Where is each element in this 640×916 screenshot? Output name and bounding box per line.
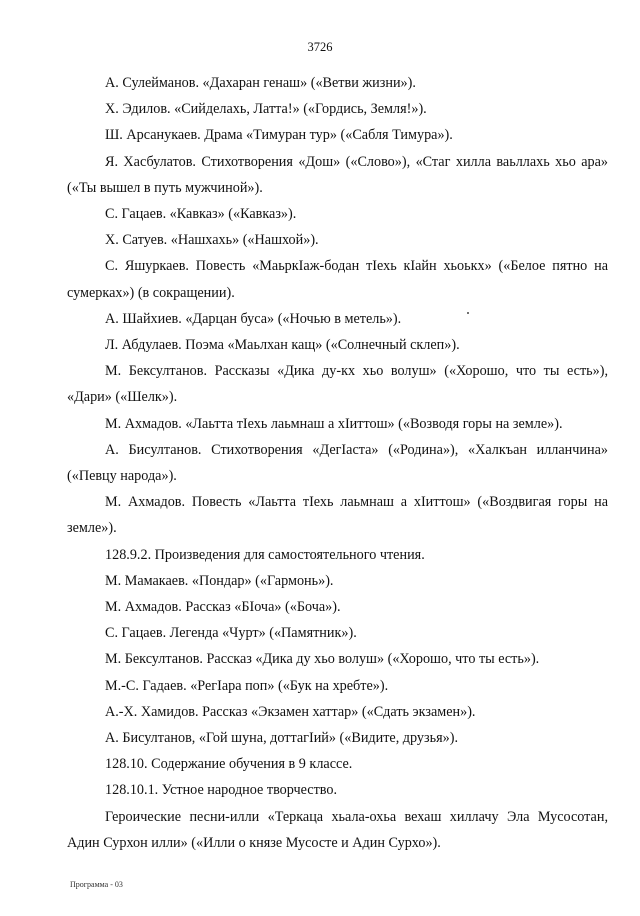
paragraph: Х. Эдилов. «Сийделахь, Латта!» («Гордись, Земля!»).	[105, 101, 427, 118]
paragraph: Л. Абдулаев. Поэма «Маьлхан кащ» («Солнечный склеп»).	[105, 337, 460, 354]
paragraph: С. Гацаев. «Кавказ» («Кавказ»).	[105, 206, 297, 223]
paragraph: М. Бексултанов. Рассказ «Дика ду хьо волуш» («Хорошо, что ты есть»).	[105, 651, 540, 668]
paragraph: М. Ахмадов. «Лаьтта тIехь лаьмнаш а хIиттош» («Возводя горы на земле»).	[105, 415, 563, 432]
paragraph: М. Ахмадов. Рассказ «БIоча» («Боча»).	[105, 599, 341, 616]
page-footer: Программа - 03	[70, 880, 123, 889]
paragraph: А.-Х. Хамидов. Рассказ «Экзамен хаттар» («Сдать экзамен»).	[105, 703, 476, 720]
page-number: 3726	[307, 40, 333, 54]
paragraph: М. Мамакаев. «Пондар» («Гармонь»).	[105, 572, 334, 589]
paragraph: С. Яшуркаев. Повесть «МаьркIаж-бодан тIехь кIайн хьоькх» («Белое пятно на сумерках») (в сокращении).	[67, 258, 608, 301]
paragraph: С. Гацаев. Легенда «Чурт» («Памятник»).	[105, 625, 357, 642]
section-heading: 128.10. Содержание обучения в 9 классе.	[105, 756, 353, 773]
paragraph: Ш. Арсанукаев. Драма «Тимуран тур» («Сабля Тимура»).	[105, 127, 453, 144]
document-body	[67, 70, 608, 856]
paragraph: Х. Сатуев. «Нашхахь» («Нашхой»).	[105, 232, 319, 249]
section-heading: 128.9.2. Произведения для самостоятельного чтения.	[105, 546, 425, 563]
paragraph: А. Бисултанов. Стихотворения «ДегIаста» («Родина»), «Халкъан илланчина» («Певцу народа»).	[67, 441, 608, 485]
paragraph: Я. Хасбулатов. Стихотворения «Дош» («Слово»), «Стаг хилла ваьллахь хьо ара» («Ты вышел в путь мужчиной»).	[67, 153, 608, 196]
paragraph: А. Шайхиев. «Дарцан буса» («Ночью в метель»).	[105, 310, 402, 327]
section-heading: 128.10.1. Устное народное творчество.	[105, 782, 338, 799]
paragraph: А. Сулейманов. «Дахаран генаш» («Ветви жизни»).	[105, 75, 416, 91]
paragraph: А. Бисултанов, «Гой шуна, доттагIий» («Видите, друзья»).	[105, 730, 458, 747]
paragraph: Героические песни-илли «Теркаца хьала-охьа вехаш хиллачу Эла Мусосотан, Адин Сурхон илли» («Илли о князе Мусосте и Адин Сурхо»).	[67, 808, 608, 851]
paragraph: М. Ахмадов. Повесть «Лаьтта тIехь лаьмнаш а хIиттош» («Воздвигая горы на земле»).	[67, 494, 608, 537]
paragraph: М.-С. Гадаев. «РегIара поп» («Бук на хребте»).	[105, 677, 389, 694]
paragraph: М. Бексултанов. Рассказы «Дика ду-кх хьо волуш» («Хорошо, что ты есть»), «Дари» («Шелк»).	[67, 363, 608, 406]
scan-speck	[467, 312, 469, 314]
